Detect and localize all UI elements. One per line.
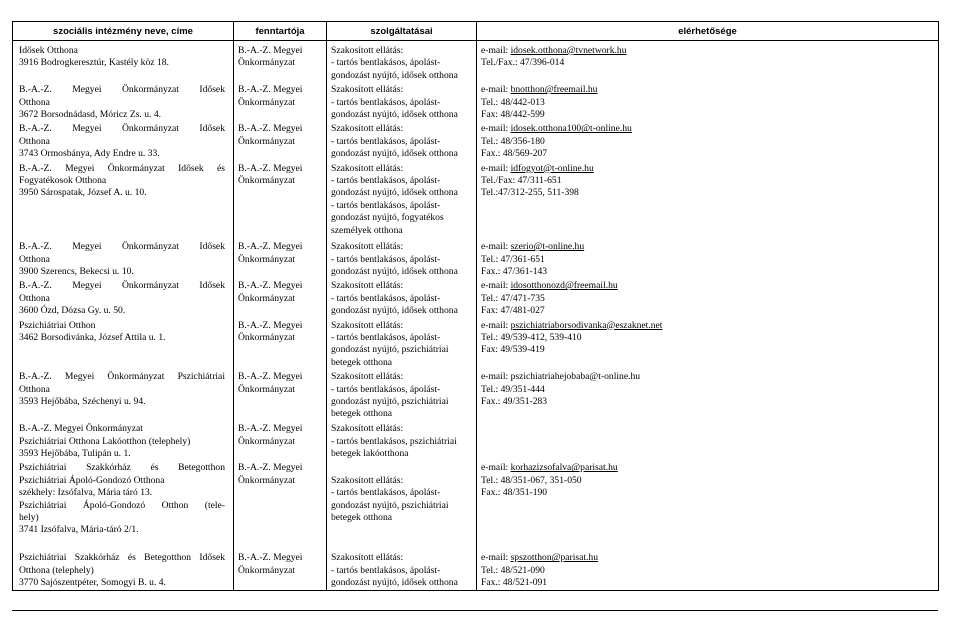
contact-label: Tel.: 49/351-444 — [481, 383, 545, 395]
contact-line — [481, 332, 934, 344]
institution-line: 3741 Izsófalva, Mária-táró 2/1. — [19, 524, 139, 536]
owner-line: B.-A.-Z. Megyei — [238, 162, 303, 174]
email-link[interactable]: szerio@t-online.hu — [510, 241, 585, 253]
service-line: Szakosított ellátás: — [331, 280, 404, 292]
service-line: gondozást nyújtó, idősek otthona — [331, 265, 458, 277]
email-link[interactable]: idfogyot@t-online.hu — [510, 162, 594, 174]
institution-line: Pszichiátriai Ápoló-Gondozó Otthon (tele- — [19, 499, 225, 511]
institution-line: B.-A.-Z. Megyei Önkormányzat Idősek — [19, 123, 225, 135]
institution-line: B.-A.-Z. Megyei Önkormányzat Idősek — [19, 280, 225, 292]
institution-cell — [13, 82, 234, 121]
owner-line: Önkormányzat — [238, 96, 296, 108]
institution-line: Otthona (telephely) — [19, 564, 94, 576]
institution-cell — [13, 460, 234, 550]
contact-line — [481, 57, 934, 69]
institution-line: B.-A.-Z. Megyei Önkormányzat Idősek — [19, 241, 225, 253]
institution-line: Pszichiátriai Ápoló-Gondozó Otthona — [19, 474, 165, 486]
institution-line: 3672 Borsodnádasd, Móricz Zs. u. 4. — [19, 109, 162, 121]
contact-label: e-mail: — [481, 162, 511, 174]
contact-label: Tel.: 48/351-067, 351-050 — [481, 474, 582, 486]
institution-line: székhely: Izsófalva, Mária táró 13. — [19, 487, 153, 499]
institution-line: 3600 Ózd, Dózsa Gy. u. 50. — [19, 305, 126, 317]
contact-cell — [477, 421, 939, 460]
owner-line: B.-A.-Z. Megyei — [238, 280, 303, 292]
service-line: személyek otthona — [331, 224, 403, 236]
service-line: - tartós bentlakásos, ápolást- — [331, 199, 441, 211]
email-link[interactable]: bnotthon@freemail.hu — [510, 84, 598, 96]
contact-line — [481, 577, 934, 589]
contact-line — [481, 396, 934, 408]
contact-cell — [477, 278, 939, 317]
institution-line: Fogyatékosok Otthona — [19, 175, 107, 187]
owner-line: B.-A.-Z. Megyei — [238, 552, 303, 564]
contact-cell — [477, 460, 939, 550]
contact-line — [481, 109, 934, 121]
service-line: - tartós bentlakásos, ápolást- — [331, 57, 441, 69]
services-cell — [327, 121, 477, 160]
page-bottom-line — [12, 610, 938, 611]
service-line: gondozást nyújtó, idősek otthona — [331, 305, 458, 317]
institution-line: hely) — [19, 512, 39, 523]
contact-label: Tel.: 47/471-735 — [481, 292, 545, 304]
institution-line: Otthona — [19, 135, 50, 147]
contact-cell — [477, 161, 939, 237]
email-link[interactable]: idosotthonozd@freemail.hu — [510, 280, 618, 292]
owner-line: Önkormányzat — [238, 564, 296, 576]
contact-cell — [477, 369, 939, 421]
owner-line: Önkormányzat — [238, 435, 296, 447]
owner-cell — [234, 41, 327, 83]
contact-label: e-mail: — [481, 280, 511, 292]
owner-cell — [234, 237, 327, 278]
contact-line — [481, 565, 934, 577]
service-line: - tartós bentlakásos, ápolást- — [331, 96, 441, 108]
institution-line: 3900 Szerencs, Bekecsi u. 10. — [19, 265, 134, 277]
service-line: Szakosított ellátás: — [331, 241, 404, 253]
contact-label: Tel.:47/312-255, 511-398 — [481, 187, 579, 199]
contact-cell — [477, 318, 939, 370]
contact-cell — [477, 121, 939, 160]
service-line: - tartós bentlakásos, ápolást- — [331, 175, 441, 187]
institution-line: Pszichiátriai Szakkórház és Betegotthon — [19, 462, 225, 474]
owner-line: B.-A.-Z. Megyei — [238, 241, 303, 253]
institution-cell — [13, 318, 234, 370]
service-line: Szakosított ellátás: — [331, 319, 404, 331]
institution-line: Pszichiátriai Otthona Lakóotthon (telephely) — [19, 435, 191, 447]
institution-cell — [13, 41, 234, 83]
contact-line — [481, 187, 934, 199]
owner-line: B.-A.-Z. Megyei — [238, 462, 303, 474]
owner-cell — [234, 161, 327, 237]
service-line: - tartós bentlakásos, ápolást- — [331, 383, 441, 395]
owner-line: Önkormányzat — [238, 135, 296, 147]
contact-label: e-mail: — [481, 462, 511, 474]
contact-label: Tel.: 49/539-412, 539-410 — [481, 331, 582, 343]
service-line: - tartós bentlakásos, ápolást- — [331, 331, 441, 343]
service-line: - tartós bentlakásos, ápolást- — [331, 564, 441, 576]
service-line: gondozást nyújtó, pszichiátriai — [331, 344, 449, 356]
services-cell — [327, 161, 477, 237]
institution-line: Otthona — [19, 383, 50, 395]
owner-cell — [234, 318, 327, 370]
contact-label: Fax.: 48/351-190 — [481, 487, 548, 499]
service-line — [331, 462, 472, 474]
owner-cell — [234, 121, 327, 160]
contact-label: e-mail: — [481, 319, 511, 331]
services-cell — [327, 278, 477, 317]
service-line: gondozást nyújtó, fogyatékos — [331, 212, 444, 224]
service-line: gondozást nyújtó, idősek otthona — [331, 187, 458, 199]
institution-cell — [13, 237, 234, 278]
contact-label: Fax: 48/442-599 — [481, 109, 545, 121]
contact-line — [481, 254, 934, 266]
service-line: gondozást nyújtó, idősek otthona — [331, 577, 458, 589]
institution-line: 3770 Sajószentpéter, Somogyi B. u. 4. — [19, 577, 166, 589]
owner-line: Önkormányzat — [238, 383, 296, 395]
contact-line — [481, 280, 934, 292]
institution-line: Pszichiátriai Szakkórház és Betegotthon Idősek — [19, 552, 225, 564]
service-line: betegek otthona — [331, 356, 393, 368]
services-cell — [327, 460, 477, 550]
service-line: - tartós bentlakásos, ápolást- — [331, 135, 441, 147]
header-name: szociális intézmény neve, címe — [13, 22, 234, 41]
owner-cell — [234, 278, 327, 317]
contact-label: Fax.: 48/521-091 — [481, 577, 548, 589]
contact-cell — [477, 550, 939, 590]
owner-line: B.-A.-Z. Megyei — [238, 45, 303, 56]
owner-cell — [234, 82, 327, 121]
contact-line — [481, 45, 934, 57]
owner-cell — [234, 460, 327, 550]
institution-line: B.-A.-Z. Megyei Önkormányzat Pszichiátriai — [19, 371, 225, 383]
contact-label: Fax.: 48/569-207 — [481, 148, 548, 160]
header-services: szolgáltatásai — [327, 22, 477, 41]
contact-label: Fax: 49/539-419 — [481, 344, 545, 356]
table-row — [13, 161, 939, 237]
service-line: Szakosított ellátás: — [331, 123, 404, 135]
table-row — [13, 41, 939, 83]
contact-label: Tel.: 48/521-090 — [481, 564, 545, 576]
email-link[interactable]: pszichiatriaborsodivanka@eszaknet.net — [510, 319, 663, 331]
table-row — [13, 550, 939, 590]
institution-line: 3462 Borsodivánka, József Attila u. 1. — [19, 331, 166, 343]
owner-line: Önkormányzat — [238, 474, 296, 486]
owner-line: Önkormányzat — [238, 175, 296, 187]
service-line: betegek otthona — [331, 408, 393, 420]
table-row — [13, 369, 939, 421]
contact-line — [481, 305, 934, 317]
owner-line: Önkormányzat — [238, 292, 296, 304]
institution-cell — [13, 369, 234, 421]
contact-label: Tel.: 47/361-651 — [481, 253, 545, 265]
institutions-table — [12, 21, 939, 591]
service-line: Szakosított ellátás: — [331, 45, 404, 56]
contact-line — [481, 123, 934, 135]
services-cell — [327, 369, 477, 421]
owner-cell — [234, 369, 327, 421]
contact-label: e-mail: — [481, 45, 511, 56]
service-line: - tartós bentlakásos, ápolást- — [331, 487, 441, 499]
institution-cell — [13, 278, 234, 317]
service-line: Szakosított ellátás: — [331, 552, 404, 564]
institution-cell — [13, 421, 234, 460]
email-link[interactable]: spszotthon@parisat.hu — [510, 552, 599, 564]
service-line: - tartós bentlakásos, ápolást- — [331, 253, 441, 265]
contact-label: Fax: 47/481-027 — [481, 305, 545, 317]
institution-cell — [13, 161, 234, 237]
table-row — [13, 278, 939, 317]
email-link[interactable]: korhazizsofalva@parisat.hu — [510, 462, 618, 474]
service-line: Szakosított ellátás: — [331, 423, 404, 435]
institutions-sheet — [12, 21, 938, 591]
service-line: gondozást nyújtó, pszichiátriai — [331, 395, 449, 407]
contact-line — [481, 344, 934, 356]
service-line: Szakosított ellátás: — [331, 162, 404, 174]
contact-label: e-mail: — [481, 241, 511, 253]
contact-line — [481, 84, 934, 96]
institution-line: 3743 Ormosbánya, Ady Endre u. 33. — [19, 148, 160, 160]
owner-line: Önkormányzat — [238, 57, 296, 69]
contact-line — [481, 148, 934, 160]
contact-line — [481, 163, 934, 175]
table-row — [13, 237, 939, 278]
contact-line — [481, 136, 934, 148]
table-row — [13, 460, 939, 550]
contact-label: Fax.: 47/361-143 — [481, 265, 548, 277]
email-link[interactable]: idosek.otthona100@t-online.hu — [510, 123, 632, 135]
table-row — [13, 421, 939, 460]
contact-label: e-mail: pszichiatriahejobaba@t-online.hu — [481, 371, 641, 383]
institution-line: B.-A.-Z. Megyei Önkormányzat Idősek — [19, 84, 225, 96]
institution-line: 3593 Hejőbába, Tulipán u. 1. — [19, 447, 131, 459]
services-cell — [327, 421, 477, 460]
service-line: - tartós bentlakásos, pszichiátriai — [331, 435, 457, 447]
institution-cell — [13, 121, 234, 160]
table-row — [13, 121, 939, 160]
service-line: betegek otthona — [331, 512, 393, 523]
institution-line: Otthona — [19, 96, 50, 108]
contact-label: e-mail: — [481, 84, 511, 96]
header-owner: fenntartója — [234, 22, 327, 41]
contact-line — [481, 552, 934, 564]
contact-label: Tel.: 48/442-013 — [481, 96, 545, 108]
service-line: gondozást nyújtó, idősek otthona — [331, 148, 458, 160]
contact-label: Tel./Fax.: 47/396-014 — [481, 57, 565, 69]
contact-cell — [477, 82, 939, 121]
services-cell — [327, 550, 477, 590]
service-line: Szakosított ellátás: — [331, 371, 404, 383]
contact-label: Tel.: 48/356-180 — [481, 135, 545, 147]
owner-cell — [234, 550, 327, 590]
owner-line: B.-A.-Z. Megyei — [238, 319, 303, 331]
institution-line: Pszichiátriai Otthon — [19, 319, 96, 331]
contact-line — [481, 487, 934, 499]
institution-line: Otthona — [19, 253, 50, 265]
services-cell — [327, 318, 477, 370]
contact-line — [481, 462, 934, 474]
institution-line: Idősek Otthona — [19, 45, 78, 56]
service-line: Szakosított ellátás: — [331, 474, 404, 486]
owner-line: B.-A.-Z. Megyei — [238, 371, 303, 383]
service-line: gondozást nyújtó, pszichiátriai — [331, 499, 449, 511]
header-row — [13, 22, 939, 41]
contact-line — [481, 320, 934, 332]
institution-line: B.-A.-Z. Megyei Önkormányzat Idősek és — [19, 162, 225, 174]
services-cell — [327, 237, 477, 278]
contact-line — [481, 97, 934, 109]
contact-label: e-mail: — [481, 552, 511, 564]
owner-cell — [234, 421, 327, 460]
service-line: betegek lakóotthona — [331, 447, 409, 459]
service-line: gondozást nyújtó, idősek otthona — [331, 69, 458, 81]
contact-line — [481, 241, 934, 253]
owner-line: B.-A.-Z. Megyei — [238, 84, 303, 96]
services-cell — [327, 82, 477, 121]
institution-cell — [13, 550, 234, 590]
contact-line — [481, 371, 934, 383]
contact-line — [481, 384, 934, 396]
contact-cell — [477, 41, 939, 83]
contact-label: e-mail: — [481, 123, 511, 135]
contact-line — [481, 293, 934, 305]
institution-line: B.-A.-Z. Megyei Önkormányzat — [19, 423, 143, 435]
email-link[interactable]: idosek.otthona@tvnetwork.hu — [510, 45, 627, 56]
contact-line — [481, 266, 934, 278]
institution-line: Otthona — [19, 292, 50, 304]
table-row — [13, 82, 939, 121]
contact-label: Tel./Fax: 47/311-651 — [481, 175, 562, 187]
owner-line: Önkormányzat — [238, 331, 296, 343]
institution-line: 3916 Bodrogkeresztúr, Kastély köz 18. — [19, 57, 169, 69]
service-line: gondozást nyújtó, idősek otthona — [331, 109, 458, 121]
institution-line: 3593 Hejőbába, Széchenyi u. 94. — [19, 395, 146, 407]
table-row — [13, 318, 939, 370]
owner-line: B.-A.-Z. Megyei — [238, 423, 303, 435]
contact-line — [481, 175, 934, 187]
owner-line: B.-A.-Z. Megyei — [238, 123, 303, 135]
service-line: - tartós bentlakásos, ápolást- — [331, 292, 441, 304]
header-contact: elérhetősége — [477, 22, 939, 41]
contact-label: Fax.: 49/351-283 — [481, 395, 548, 407]
owner-line: Önkormányzat — [238, 253, 296, 265]
contact-cell — [477, 237, 939, 278]
services-cell — [327, 41, 477, 83]
service-line: Szakosított ellátás: — [331, 84, 404, 96]
institution-line: 3950 Sárospatak, József A. u. 10. — [19, 187, 147, 199]
contact-line — [481, 475, 934, 487]
